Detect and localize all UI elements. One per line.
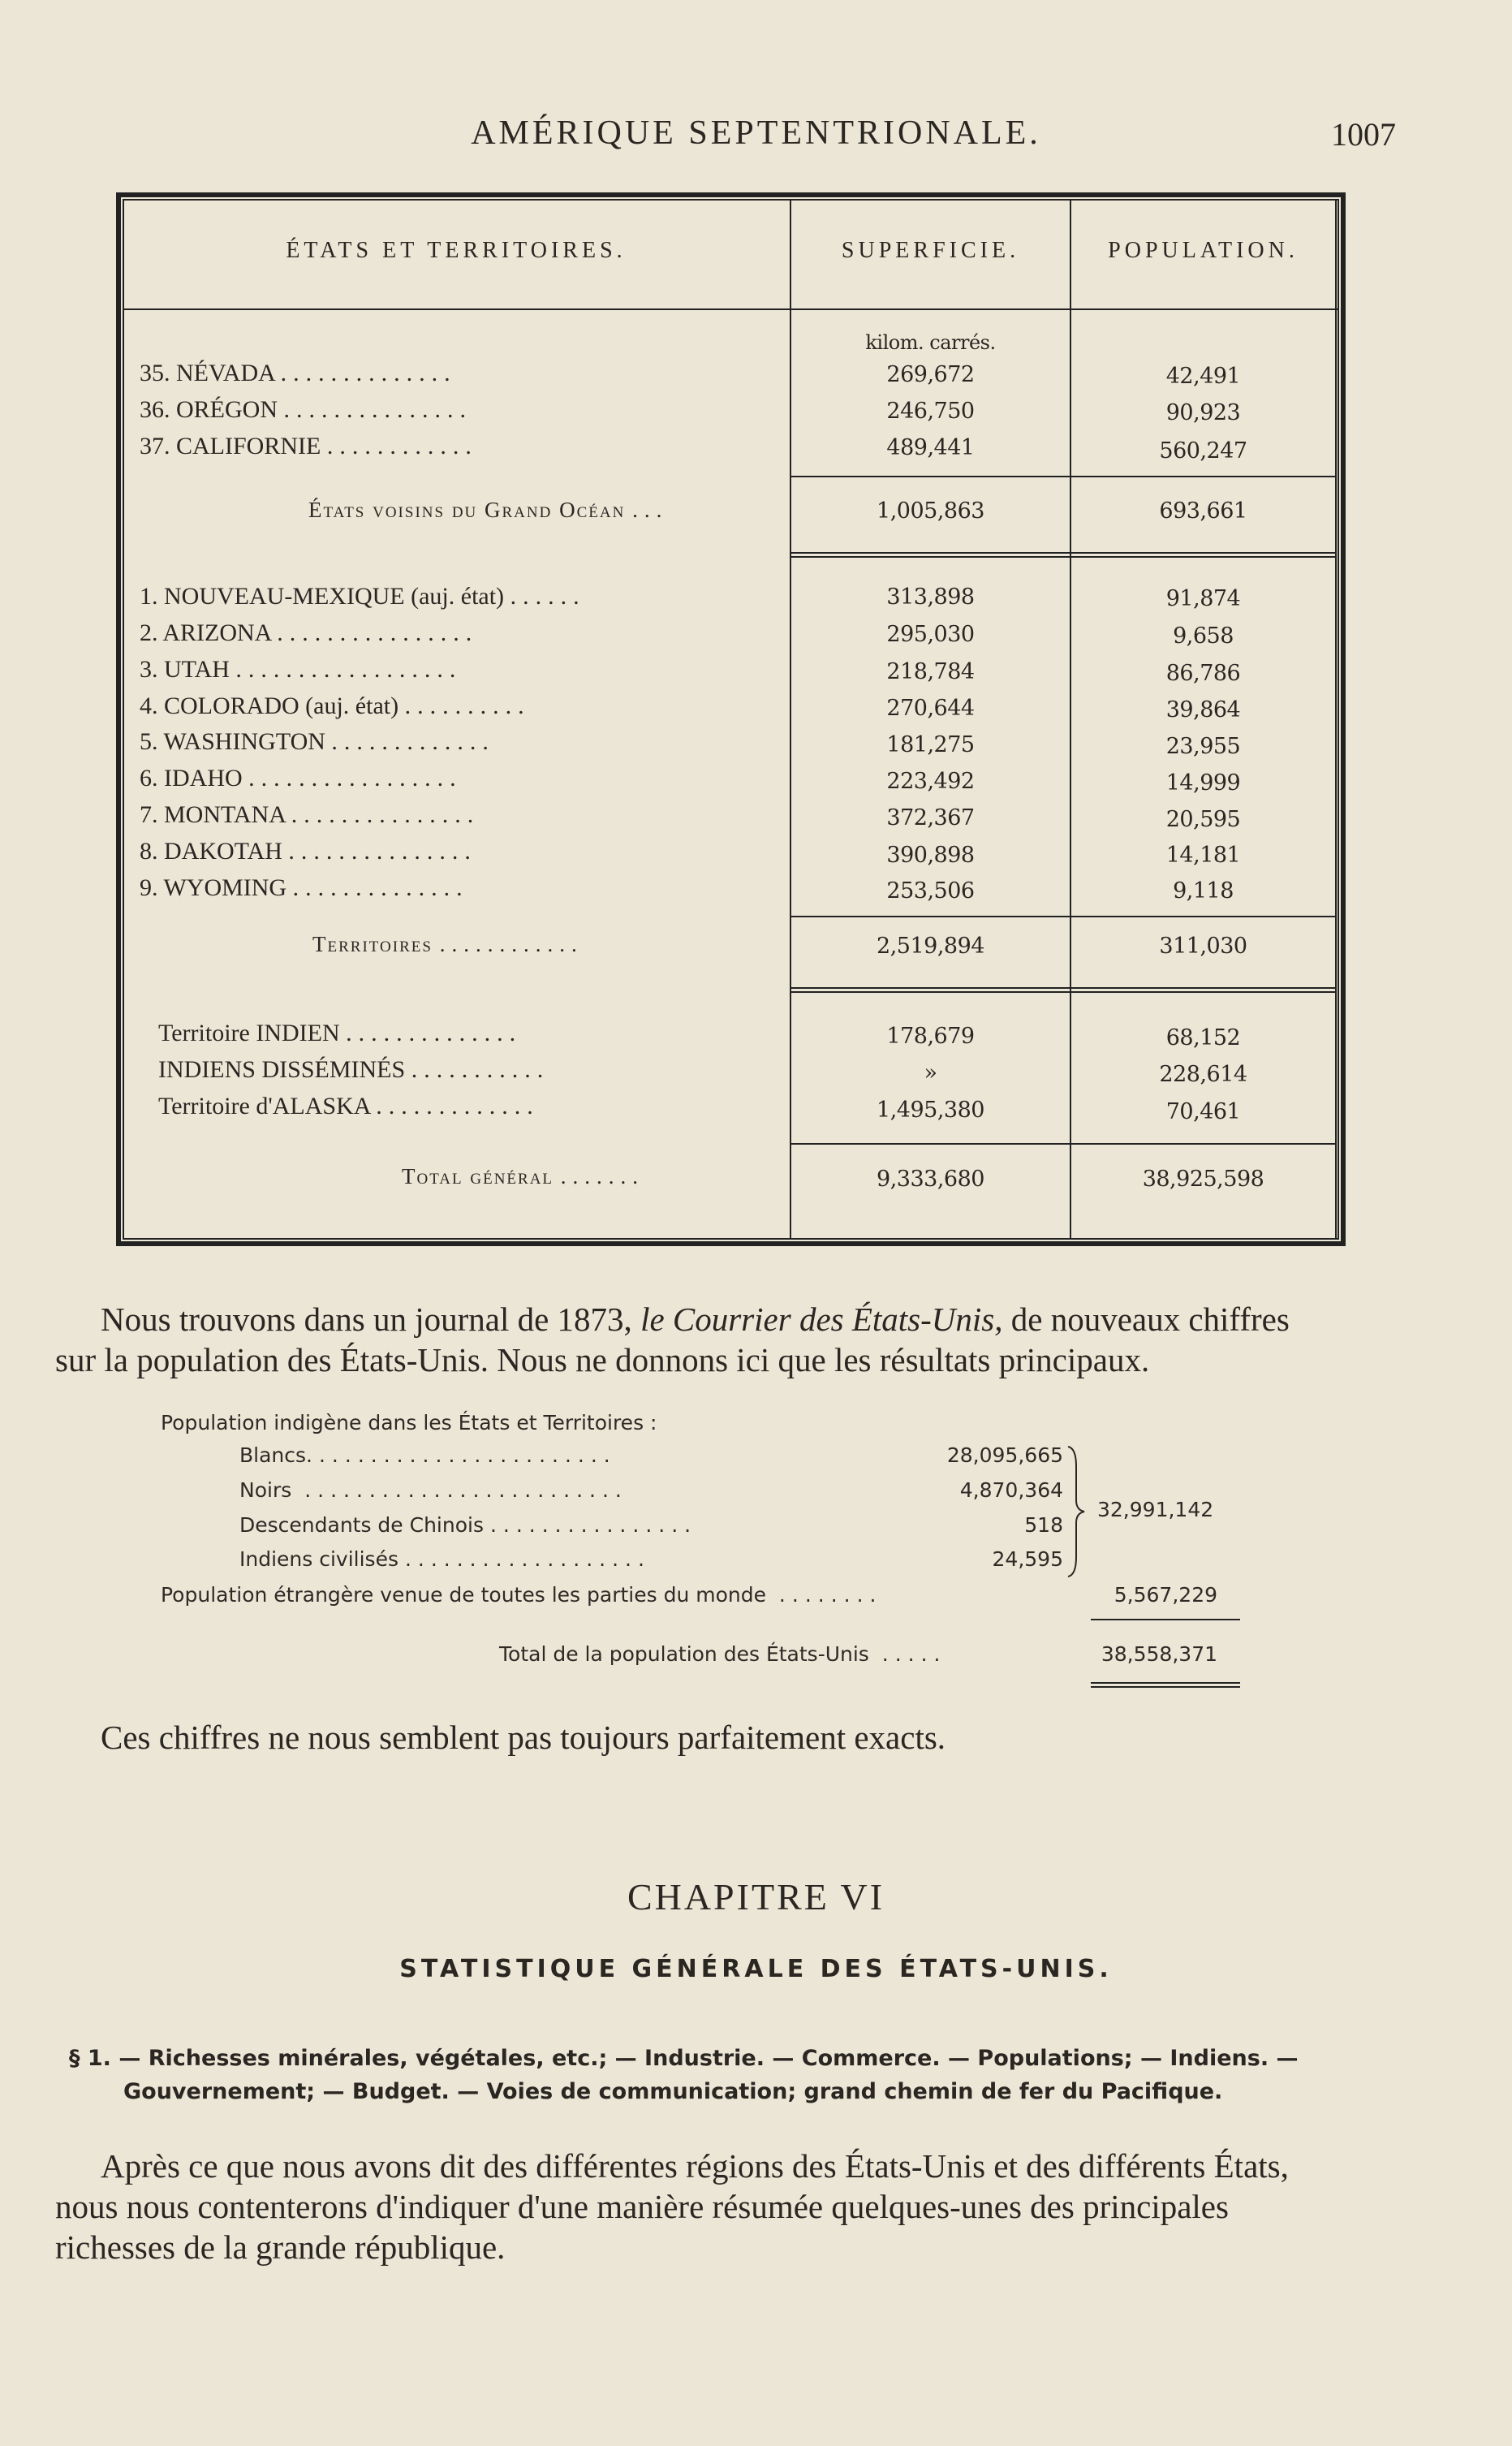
row-area: 372,367 [886, 805, 975, 830]
row-area: 269,672 [886, 362, 975, 387]
population-total-value: 38,558,371 [1101, 1642, 1217, 1666]
row-area: 1,495,380 [877, 1098, 984, 1123]
row-area: 295,030 [886, 622, 975, 647]
double-rule [1091, 1682, 1240, 1688]
total-population: 38,925,598 [1142, 1167, 1264, 1192]
row-population: 39,864 [1165, 697, 1241, 723]
subtotal-rule [1071, 916, 1335, 917]
row-label: INDIENS DISSÉMINÉS ........... [158, 1056, 550, 1083]
subtotal-population: 311,030 [1159, 934, 1247, 959]
row-population: 560,247 [1159, 438, 1247, 464]
row-population: 91,874 [1165, 586, 1241, 611]
total-rule [791, 1143, 1070, 1145]
row-area: 253,506 [886, 878, 975, 904]
paragraph-line: Après ce que nous avons dit des différentes régions des États-Unis et des différents États, [101, 2147, 1289, 2185]
bracket-total: 32,991,142 [1097, 1498, 1214, 1521]
row-area: 223,492 [886, 769, 975, 794]
row-population: 9,118 [1173, 878, 1234, 904]
paragraph-line: Ces chiffres ne nous semblent pas toujours parfaitement exacts. [101, 1719, 946, 1756]
header-area: SUPERFICIE. [841, 238, 1020, 263]
total-rule [1071, 1143, 1335, 1145]
row-label: Territoire d'ALASKA ............. [158, 1093, 540, 1119]
row-population: 86,786 [1165, 661, 1241, 686]
row-label: 2. ARIZONA ................ [140, 619, 479, 646]
paragraph-line: sur la population des États-Unis. Nous ne donnons ici que les résultats principaux. [55, 1341, 1150, 1378]
subtotal-label: Territoires ............ [312, 932, 584, 956]
header-rule [123, 308, 1339, 310]
section-summary-line: Gouvernement; — Budget. — Voies de communication; grand chemin de fer du Pacifique. [123, 2079, 1223, 2104]
row-population: 23,955 [1165, 734, 1241, 759]
population-label: Descendants de Chinois ................ [239, 1513, 698, 1537]
row-area: 218,784 [886, 659, 975, 684]
paragraph-line: Nous trouvons dans un journal de 1873, le Courrier des États-Unis, de nouveaux chiffres [101, 1301, 1290, 1338]
row-label: 7. MONTANA ............... [140, 801, 480, 828]
brace-icon [1065, 1443, 1089, 1580]
row-label: 36. ORÉGON ............... [140, 396, 472, 423]
chapter-title: CHAPITRE VI [627, 1876, 885, 1918]
page-header-title: AMÉRIQUE SEPTENTRIONALE. [471, 114, 1041, 152]
row-label: 8. DAKOTAH ............... [140, 838, 477, 865]
population-label: Population étrangère venue de toutes les parties du monde ........ [161, 1583, 883, 1607]
row-population: 70,461 [1165, 1099, 1241, 1124]
row-label: 3. UTAH .................. [140, 656, 463, 683]
population-value: 4,870,364 [959, 1478, 1063, 1502]
double-rule [791, 987, 1070, 993]
total-area: 9,333,680 [877, 1167, 984, 1192]
row-area: 181,275 [886, 732, 975, 757]
column-divider [1335, 199, 1337, 1240]
units-label: kilom. carrés. [865, 331, 996, 354]
chapter-subtitle: STATISTIQUE GÉNÉRALE DES ÉTATS-UNIS. [399, 1955, 1113, 1983]
double-rule [1071, 987, 1335, 993]
row-population: 228,614 [1159, 1062, 1247, 1087]
row-population: 42,491 [1165, 364, 1241, 389]
row-area: 270,644 [886, 696, 975, 721]
population-total-label: Total de la population des États-Unis ..... [499, 1642, 947, 1666]
row-population: 68,152 [1165, 1025, 1241, 1050]
header-population: POPULATION. [1108, 238, 1299, 263]
row-label: Territoire INDIEN .............. [158, 1020, 523, 1046]
subtotal-label: États voisins du Grand Océan ... [308, 498, 669, 522]
row-label: 5. WASHINGTON ............. [140, 728, 495, 755]
population-value: 24,595 [992, 1547, 1063, 1571]
row-area: 246,750 [886, 399, 975, 424]
row-population: 90,923 [1165, 400, 1241, 425]
row-area: 313,898 [886, 585, 975, 610]
row-label: 35. NÉVADA .............. [140, 360, 457, 386]
row-population: 9,658 [1173, 623, 1234, 649]
row-area: » [924, 1060, 937, 1085]
row-label: 4. COLORADO (auj. état) .......... [140, 692, 531, 719]
row-area: 390,898 [886, 843, 975, 868]
double-rule [1071, 552, 1335, 558]
header-states: ÉTATS ET TERRITOIRES. [286, 238, 627, 263]
row-area: 489,441 [886, 435, 975, 460]
population-value: 5,567,229 [1114, 1583, 1217, 1607]
subtotal-population: 693,661 [1159, 498, 1247, 524]
subtotal-rule [791, 476, 1070, 477]
subtotal-rule [1071, 476, 1335, 477]
row-label: 6. IDAHO ................. [140, 765, 463, 792]
total-label: Total général ....... [402, 1164, 645, 1188]
sum-rule [1091, 1619, 1240, 1620]
row-label: 9. WYOMING .............. [140, 874, 469, 901]
subtotal-area: 1,005,863 [877, 498, 984, 524]
page-number: 1007 [1331, 116, 1396, 153]
row-population: 20,595 [1165, 807, 1241, 832]
row-population: 14,999 [1165, 770, 1241, 796]
population-label: Blancs........................ [239, 1443, 617, 1467]
population-label: Indiens civilisés ................... [239, 1547, 651, 1571]
population-value: 518 [1024, 1513, 1063, 1537]
subtotal-rule [791, 916, 1070, 917]
subtotal-area: 2,519,894 [877, 934, 984, 959]
population-label: Noirs ......................... [239, 1478, 628, 1502]
row-label: 37. CALIFORNIE ............ [140, 433, 478, 459]
population-value: 28,095,665 [946, 1443, 1063, 1467]
row-area: 178,679 [886, 1024, 975, 1049]
row-label: 1. NOUVEAU-MEXIQUE (auj. état) ...... [140, 583, 586, 610]
paragraph-line: nous nous contenterons d'indiquer d'une manière résumée quelques-unes des principales [55, 2188, 1229, 2225]
section-summary-line: § 1. — Richesses minérales, végétales, etc.; — Industrie. — Commerce. — Populations; — Indiens. — [69, 2046, 1299, 2071]
row-population: 14,181 [1165, 843, 1241, 868]
double-rule [791, 552, 1070, 558]
paragraph-line: richesses de la grande république. [55, 2228, 506, 2266]
population-heading: Population indigène dans les États et Territoires : [161, 1411, 657, 1434]
